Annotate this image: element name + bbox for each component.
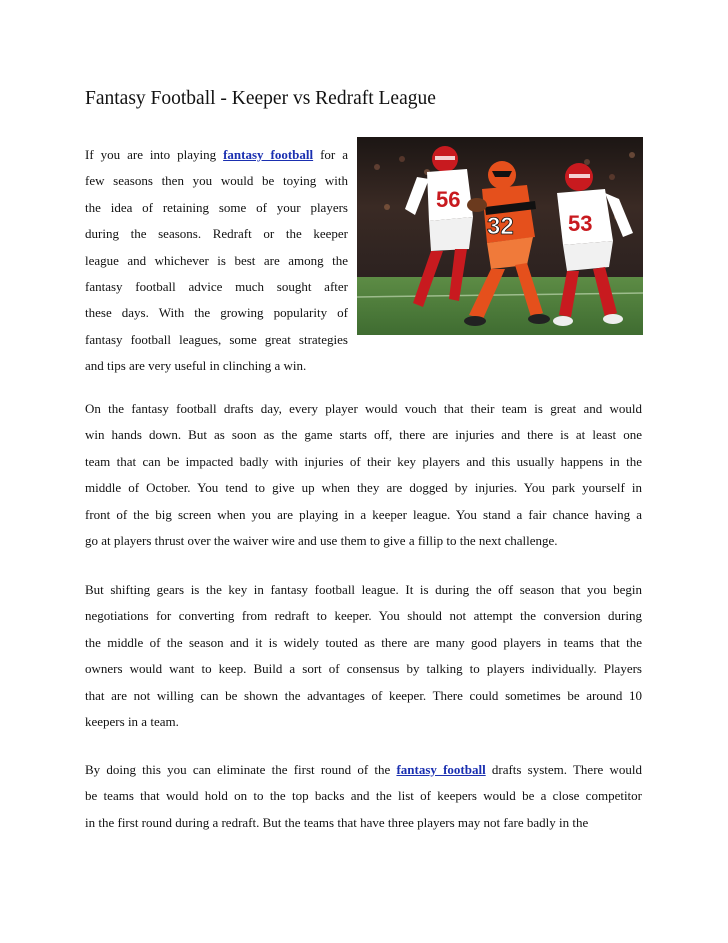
paragraph-2 [85,396,642,554]
text-span: front of the big screen when you are playing in a keeper league. You stand a fair chance having a [85,506,642,522]
text-line [85,709,642,735]
text-span: win hands down. But as soon as the game starts off, there are injuries and there is at least one [85,427,642,443]
paragraph-1 [85,142,348,380]
text-span: the idea of retaining some of your players [85,199,348,215]
text-line [85,528,642,554]
text-line [85,195,348,221]
text-span: By doing this you can eliminate the first round of the [85,762,397,777]
text-line [85,502,642,528]
text-span: these days. With the growing popularity of [85,305,348,321]
text-line [85,142,348,168]
text-span: fantasy football advice much sought after [85,278,348,294]
text-line [85,683,642,709]
text-span: and tips are very useful in clinching a win. [85,358,307,374]
text-span: that are not willing can be shown the advantages of keeper. There could sometimes be around 10 [85,687,642,703]
page-title: Fantasy Football - Keeper vs Redraft League [85,88,436,109]
text-span: be teams that would hold on to the top backs and the list of keepers would be a close competitor [85,788,642,804]
text-line [85,783,642,809]
text-span: owners would want to keep. Build a sort of consensus by talking to players individually. Players [85,661,642,677]
paragraph-3 [85,577,642,735]
text-span: If you are into playing [85,147,224,162]
text-line [85,422,642,448]
text-span: league and whichever is best are among the [85,252,348,268]
text-span: team that can be impacted badly with injuries of their key players and this usually happens in the [85,453,642,469]
svg-text:53: 53 [568,211,593,236]
text-span: go at players thrust over the waiver wire and use them to give a fillip to the next challenge. [85,532,558,548]
text-line [85,221,348,247]
text-line [85,656,642,682]
text-line [85,449,642,475]
text-line [85,396,642,422]
text-line [85,475,642,501]
text-line [85,353,348,379]
text-line [85,603,642,629]
text-line [85,810,642,836]
fantasy-football-link[interactable]: fantasy football [396,762,486,777]
svg-text:56: 56 [436,187,461,212]
text-line [85,327,348,353]
fantasy-football-link[interactable]: fantasy football [223,147,314,162]
text-line [85,274,348,300]
text-span: negotiations for converting from redraft to keeper. You should not attempt the conversion during [85,608,642,624]
football-photo [357,137,643,335]
text-line [85,248,348,274]
text-span: few seasons then you would be toying with [85,173,348,189]
text-span: But shifting gears is the key in fantasy football league. It is during the off season that you begin [85,582,642,597]
text-span: the middle of the season and it is widely touted as there are many good players in teams that the [85,634,642,650]
text-span: drafts system. There would [485,762,642,777]
text-line [85,577,642,603]
football-players-image [357,137,643,335]
text-span: middle of October. You tend to give up when they are dogged by injuries. You park yourself in [85,480,642,496]
text-span: for a [313,147,348,162]
text-span: fantasy football leagues, some great strategies [85,331,348,347]
text-span: keepers in a team. [85,713,179,729]
svg-text:32: 32 [487,213,514,240]
text-line [85,168,348,194]
text-line [85,630,642,656]
text-line [85,757,642,783]
paragraph-4 [85,757,642,836]
text-line [85,300,348,326]
text-span: in the first round during a redraft. But the teams that have three players may not fare badly in the [85,814,589,830]
text-span: On the fantasy football drafts day, every player would vouch that their team is great and would [85,401,642,416]
text-span: during the seasons. Redraft or the keeper [85,226,348,242]
